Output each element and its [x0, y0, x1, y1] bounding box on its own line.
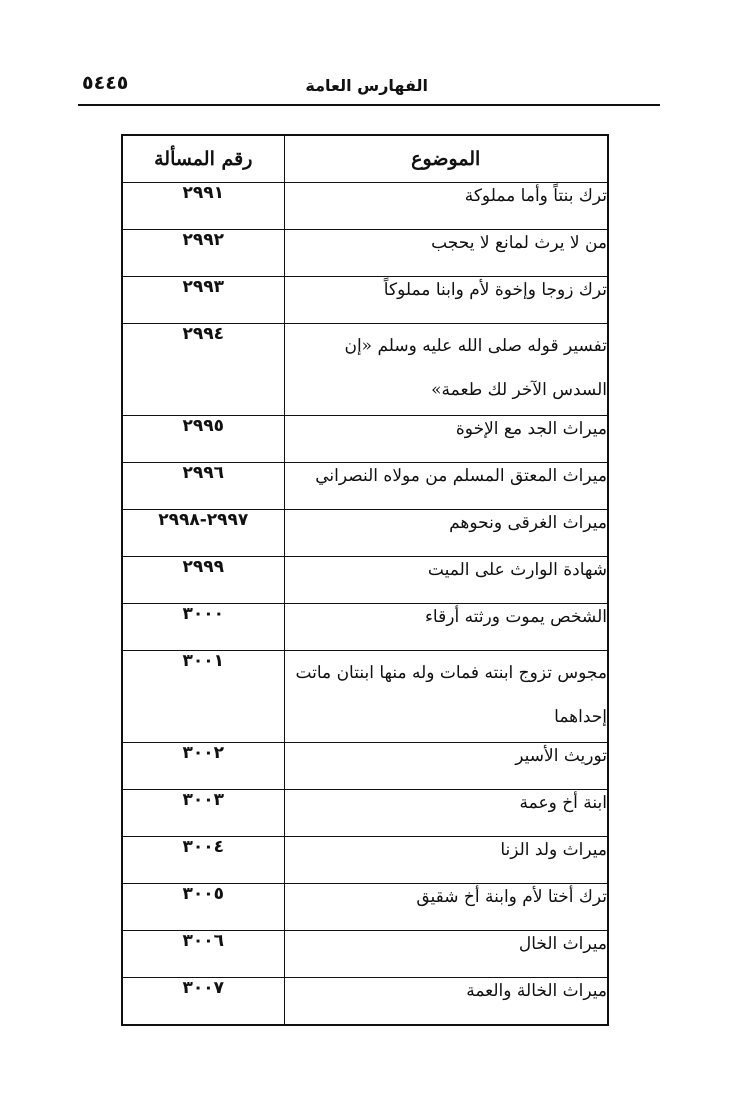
topic-cell: تفسير قوله صلى الله عليه وسلم «إن السدس الآخر لك طعمة» — [284, 324, 608, 416]
topic-cell: ميراث الجد مع الإخوة — [284, 416, 608, 463]
table-row — [122, 463, 608, 510]
table-row — [122, 557, 608, 604]
number-cell: ٣٠٠٤ — [122, 837, 284, 884]
number-cell: ٢٩٩٢ — [122, 230, 284, 277]
number-cell: ٣٠٠٠ — [122, 604, 284, 651]
table-row — [122, 884, 608, 931]
index-table — [121, 134, 609, 1026]
column-header-topic: الموضوع — [284, 135, 608, 183]
topic-cell: ترك بنتاً وأما مملوكة — [284, 183, 608, 230]
table-row — [122, 743, 608, 790]
topic-cell: ترك أختا لأم وابنة أخ شقيق — [284, 884, 608, 931]
number-cell: ٣٠٠٧ — [122, 978, 284, 1026]
table-row — [122, 604, 608, 651]
number-cell: ٣٠٠٢ — [122, 743, 284, 790]
column-header-number: رقم المسألة — [122, 135, 284, 183]
table-row — [122, 183, 608, 230]
number-cell: ٢٩٩٩ — [122, 557, 284, 604]
table-row — [122, 837, 608, 884]
number-cell: ٢٩٩٦ — [122, 463, 284, 510]
topic-cell: ميراث الغرقى ونحوهم — [284, 510, 608, 557]
table-row — [122, 651, 608, 743]
number-cell: ٢٩٩٥ — [122, 416, 284, 463]
page-number: ٥٤٤٥ — [82, 72, 129, 94]
table-row — [122, 510, 608, 557]
number-cell: ٢٩٩٧-٢٩٩٨ — [122, 510, 284, 557]
topic-cell: ميراث ولد الزنا — [284, 837, 608, 884]
topic-cell: ميراث الخال — [284, 931, 608, 978]
table-row — [122, 416, 608, 463]
table-row — [122, 790, 608, 837]
topic-cell: ترك زوجا وإخوة لأم وابنا مملوكاً — [284, 277, 608, 324]
topic-cell: ابنة أخ وعمة — [284, 790, 608, 837]
header-divider — [78, 104, 660, 106]
topic-cell: من لا يرث لمانع لا يحجب — [284, 230, 608, 277]
number-cell: ٣٠٠٣ — [122, 790, 284, 837]
topic-cell: شهادة الوارث على الميت — [284, 557, 608, 604]
table-row — [122, 230, 608, 277]
number-cell: ٣٠٠٥ — [122, 884, 284, 931]
page-header — [78, 66, 660, 104]
table-header-row — [122, 135, 608, 183]
number-cell: ٣٠٠١ — [122, 651, 284, 743]
number-cell: ٢٩٩٤ — [122, 324, 284, 416]
topic-cell: توريث الأسير — [284, 743, 608, 790]
table-row — [122, 277, 608, 324]
table-row — [122, 978, 608, 1026]
topic-cell: الشخص يموت ورثته أرقاء — [284, 604, 608, 651]
topic-cell: ميراث المعتق المسلم من مولاه النصراني — [284, 463, 608, 510]
number-cell: ٣٠٠٦ — [122, 931, 284, 978]
table-row — [122, 324, 608, 416]
table-row — [122, 931, 608, 978]
topic-cell: ميراث الخالة والعمة — [284, 978, 608, 1026]
topic-cell: مجوس تزوج ابنته فمات وله منها ابنتان ماتت إحداهما — [284, 651, 608, 743]
number-cell: ٢٩٩٣ — [122, 277, 284, 324]
number-cell: ٢٩٩١ — [122, 183, 284, 230]
page-title: الفهارس العامة — [305, 76, 428, 95]
